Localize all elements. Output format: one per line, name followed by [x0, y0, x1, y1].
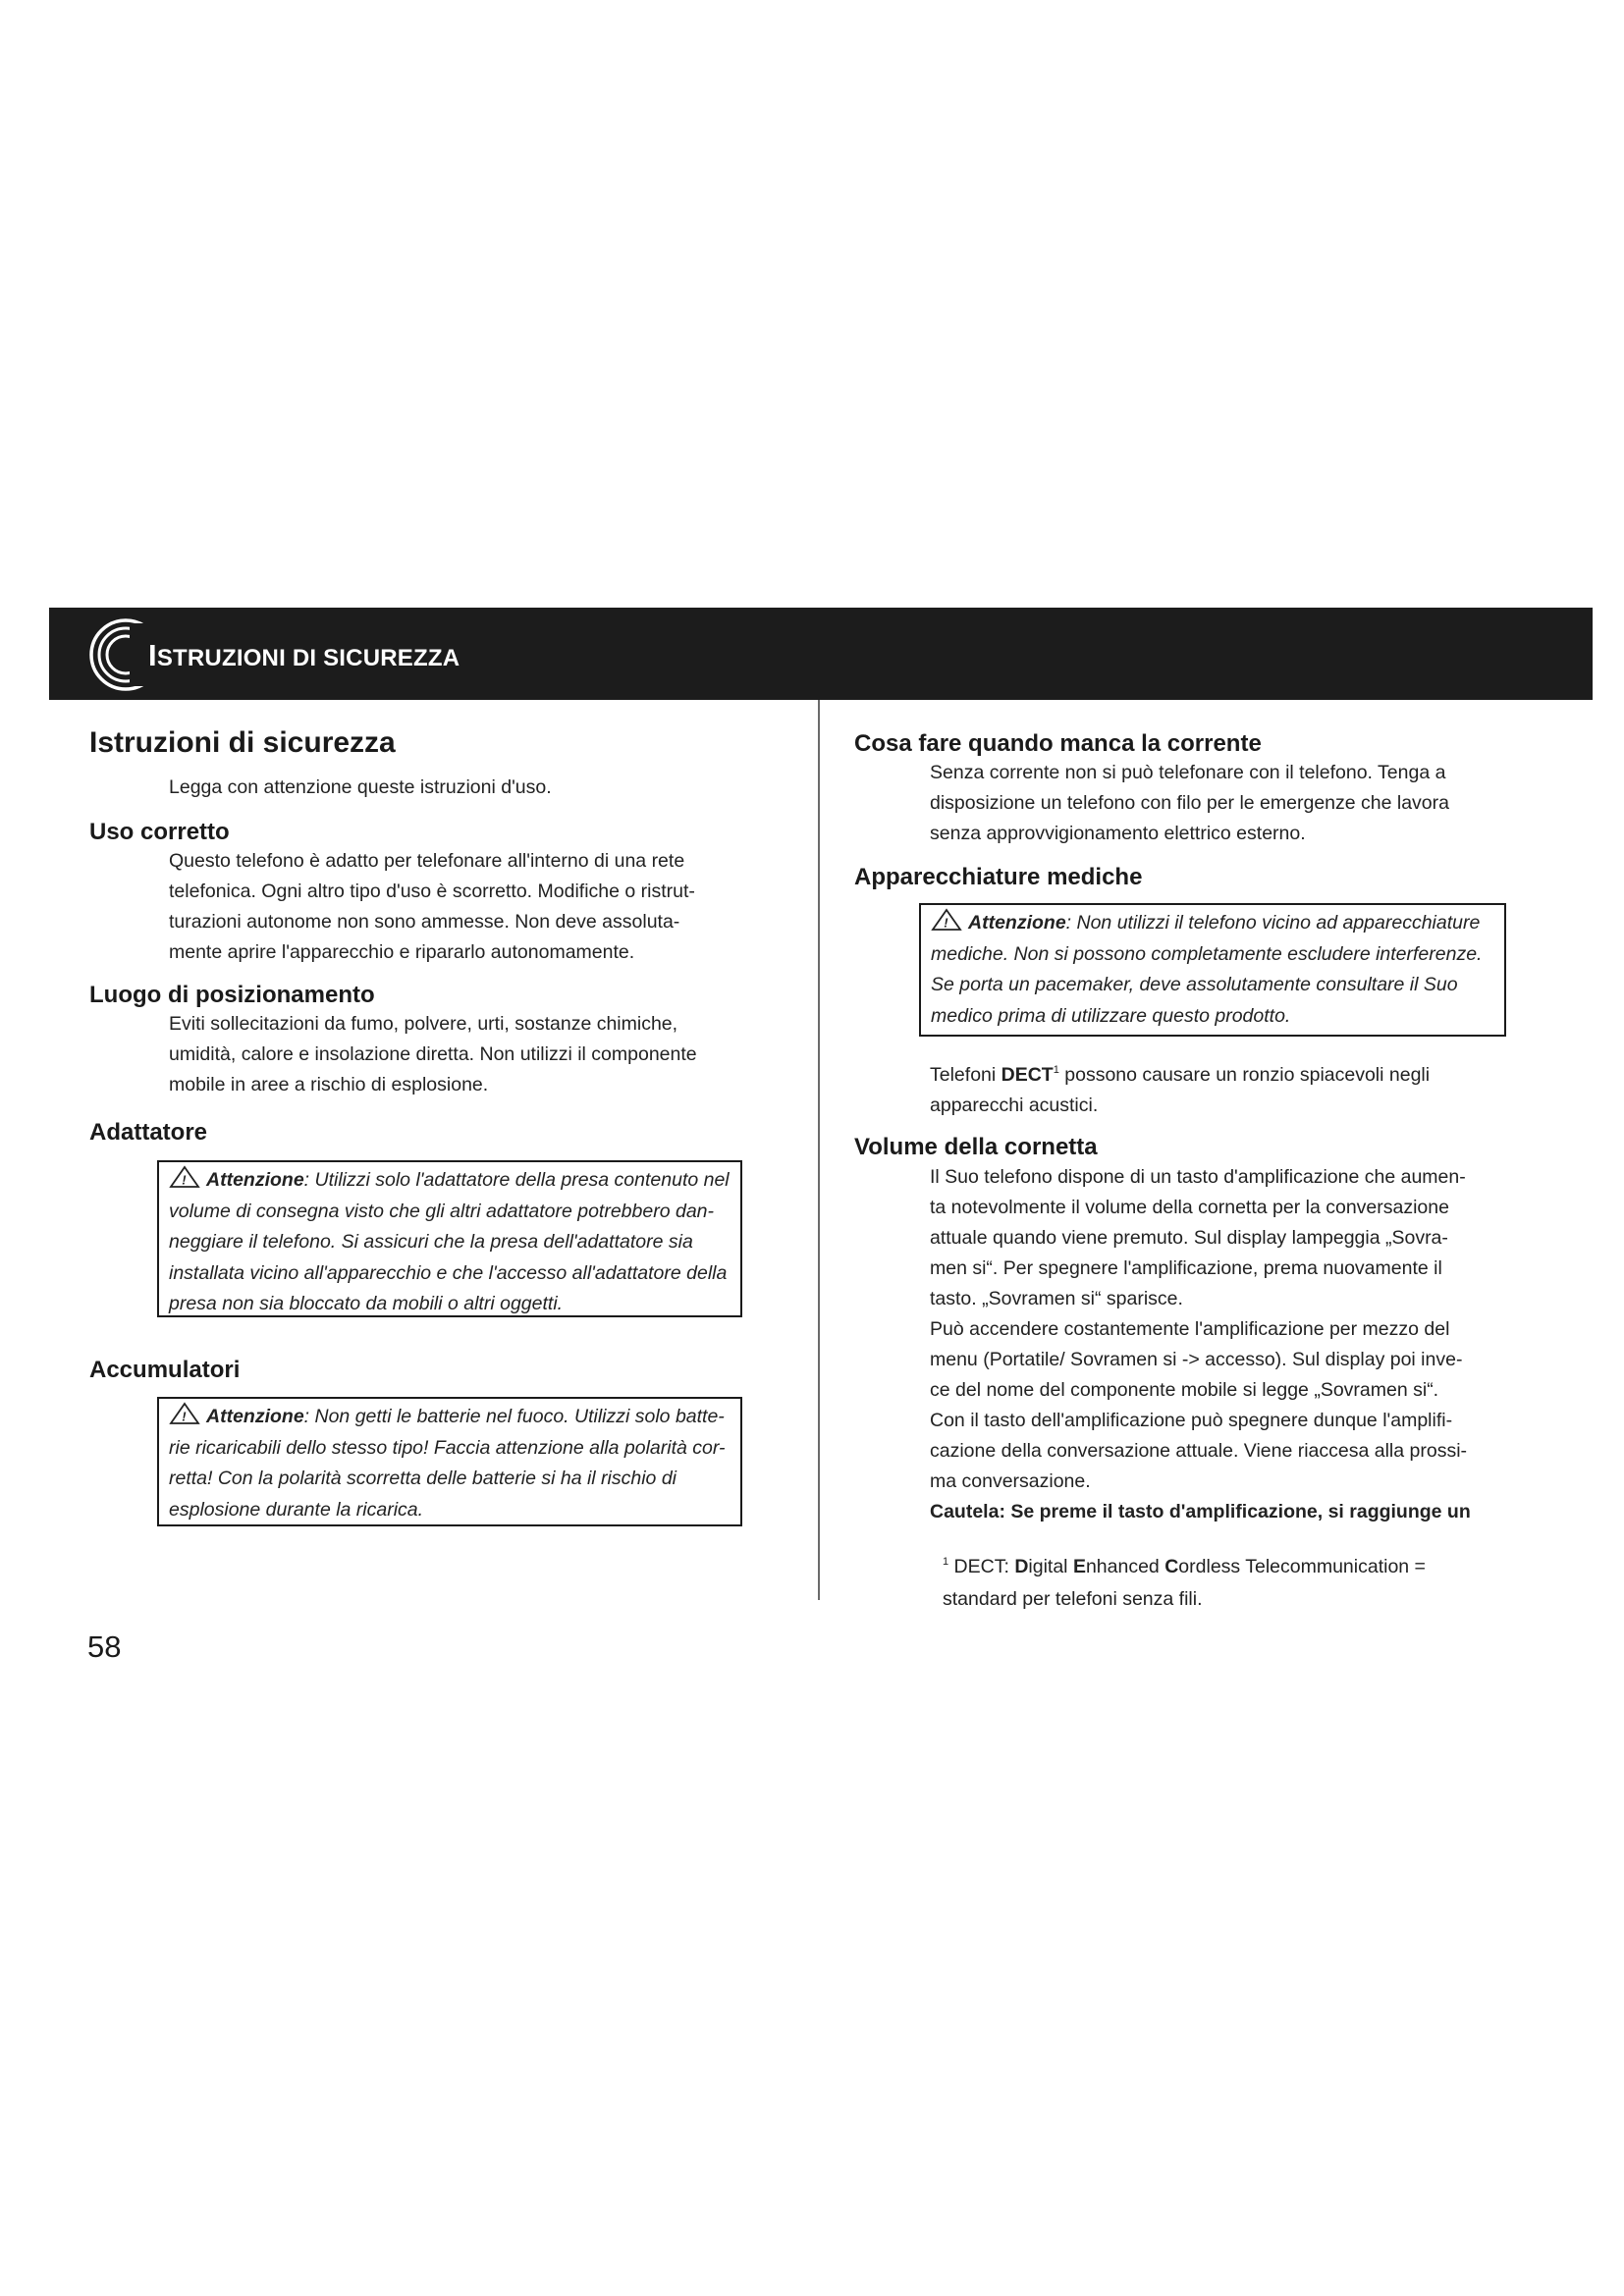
section-header-banner [49, 608, 1593, 700]
svg-text:!: ! [944, 915, 948, 931]
warning-box-adattatore: ! Attenzione: Utilizzi solo l'adattatore della presa contenuto nel volume di consegna visto che gli altri adattatore potrebbero dan- neggiare il telefono. Si assicuri che la presa dell'adattatore sia installata vicino all'apparecchio e che l'accesso all'adattatore della presa non sia bloccato da mobili o altri oggetti. [157, 1160, 742, 1317]
warning-triangle-icon [169, 1165, 200, 1189]
luogo-text: Eviti sollecitazioni da fumo, polvere, urti, sostanze chimiche, umidità, calore e insolazione diretta. Non utilizzi il componente mobile in aree a rischio di esplosione. [169, 1013, 697, 1095]
column-divider [818, 700, 820, 1600]
heading-manca-corrente: Cosa fare quando manca la corrente [854, 730, 1262, 757]
page-title: Istruzioni di sicurezza [89, 726, 396, 759]
heading-uso-corretto: Uso corretto [89, 819, 230, 845]
page-number: 58 [87, 1629, 122, 1664]
warning-triangle-icon [931, 908, 962, 932]
svg-text:!: ! [182, 1172, 187, 1188]
uso-corretto-text: Questo telefono è adatto per telefonare all'interno di una rete telefonica. Ogni altro tipo d'uso è scorretto. Modifiche o ristrut- turazioni autonome non sono ammesse. Non deve assoluta- mente aprire l'apparecchio e ripararlo autonomamente. [169, 850, 695, 963]
heading-adattatore: Adattatore [89, 1119, 208, 1146]
volume-cornetta-text: Il Suo telefono dispone di un tasto d'amplificazione che aumen- ta notevolmente il volume della cornetta per la conversazione attuale quando viene premuto. Sul display lampeggia „Sovra- men si“. Per spegnere l'amplificazione, prema nuovamente il tasto. „Sovramen si“ sparisce. Può accendere costantemente l'amplificazione per mezzo del menu (Portatile/ Sovramen si -> accesso). Sul display poi inve- ce del nome del componente mobile si legge „Sovramen si“. Con il tasto dell'amplificazione può spegnere dunque l'amplifi- cazione della conversazione attuale. Viene riaccesa alla prossi- ma conversazione. Cautela: Se preme il tasto d'amplificazione, si raggiunge un [930, 1162, 1471, 1527]
heading-accumulatori: Accumulatori [89, 1357, 241, 1383]
intro-text: Legga con attenzione queste istruzioni d'uso. [169, 776, 552, 798]
warning-triangle-icon [169, 1402, 200, 1425]
manca-corrente-text: Senza corrente non si può telefonare con il telefono. Tenga a disposizione un telefono con filo per le emergenze che lavora senza approvvigionamento elettrico esterno. [930, 762, 1449, 844]
dect-note: Telefoni DECT$^1$ possono causare un ronzio spiacevoli negli apparecchi acustici. [930, 1064, 1431, 1116]
section-title: ISTRUZIONI DI SICUREZZA [148, 638, 460, 672]
caution-text: Cautela: Se preme il tasto d'amplificazione, si raggiunge un [930, 1501, 1471, 1522]
heading-apparecchiature-mediche: Apparecchiature mediche [854, 864, 1143, 890]
heading-luogo: Luogo di posizionamento [89, 982, 375, 1008]
warning-box-accumulatori: ! Attenzione: Non getti le batterie nel fuoco. Utilizzi solo batte- rie ricaricabili dello stesso tipo! Faccia attenzione alla polarità cor- retta! Con la polarità scorretta delle batterie si ha il rischio di esplosione durante la ricarica. [157, 1397, 742, 1526]
svg-text:!: ! [182, 1409, 187, 1424]
warning-box-mediche: ! Attenzione: Non utilizzi il telefono vicino ad apparecchiature mediche. Non si possono completamente escludere interferenze. Se porta un pacemaker, deve assolutamente consultare il Suo medico prima di utilizzare questo prodotto. [919, 903, 1506, 1037]
footnote: $^1$ DECT: Digital Enhanced Cordless Telecommunication = standard per telefoni senza fili. [943, 1556, 1426, 1610]
heading-volume-cornetta: Volume della cornetta [854, 1134, 1098, 1160]
